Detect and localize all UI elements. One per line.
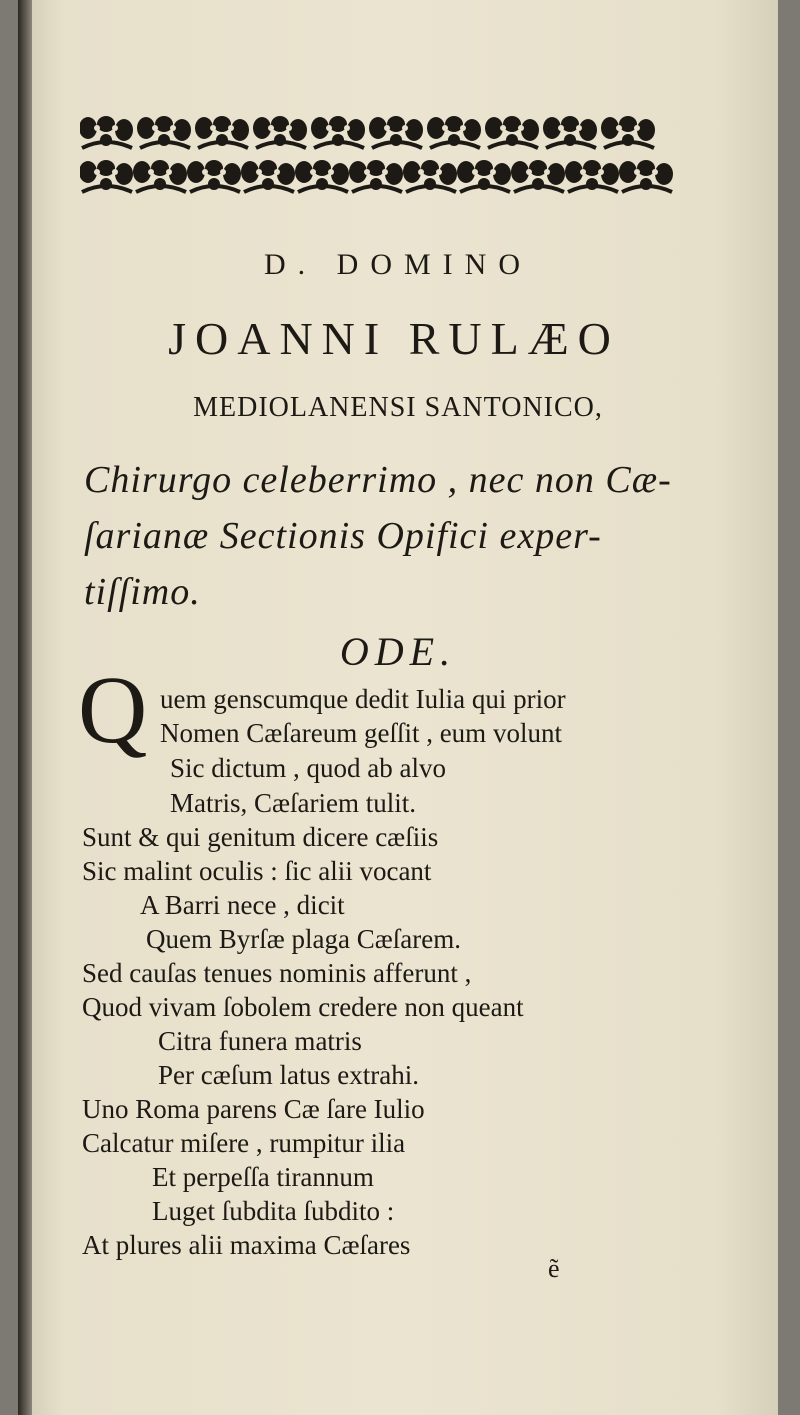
poem-line: Uno Roma parens Cæ ſare Iulio <box>82 1094 425 1124</box>
poem-line: Quem Byrſæ plaga Cæſarem. <box>146 924 461 954</box>
poem-line: Calcatur miſere , rumpitur ilia <box>82 1128 406 1158</box>
poem-line: Et perpeſſa tirannum <box>152 1162 374 1192</box>
poem-line: At plures alii maxima Cæſares <box>82 1230 411 1260</box>
poem-line: Sunt & qui genitum dicere cæſiis <box>82 822 439 852</box>
poem-line: Sed cauſas tenues nominis afferunt , <box>82 958 472 988</box>
poem-line: Quod vivam ſobolem credere non queant <box>82 992 524 1022</box>
floral-fleuron-icon <box>80 112 678 198</box>
dedicatee-name: JOANNI RULÆO <box>168 313 620 364</box>
poem-line: Per cæſum latus extrahi. <box>158 1060 419 1090</box>
poem-line: uem genscumque dedit Iulia qui prior <box>160 684 566 714</box>
poem-line: Nomen Cæſareum geſſit , eum volunt <box>160 718 562 748</box>
poem-line: Sic malint oculis : ſic alii vocant <box>82 856 432 886</box>
dedicatee-description: Chirurgo celeberrimo , nec non Cæ- ſarianæ Sectionis Opifici exper- tiſſimo. <box>84 459 672 613</box>
poem-title: ODE. <box>339 629 457 674</box>
catchword: ẽ <box>548 1254 560 1283</box>
page-gutter <box>18 0 32 1415</box>
poem-line: A Barri nece , dicit <box>140 890 345 920</box>
poem-line: Matris, Cæſariem tulit. <box>170 788 416 818</box>
poem-line: Luget ſubdita ſubdito : <box>152 1196 395 1226</box>
poem-line: Sic dictum , quod ab alvo <box>170 753 446 783</box>
book-page <box>18 0 778 1415</box>
drop-cap: Q <box>78 656 148 763</box>
dedicatee-origin: MEDIOLANENSI SANTONICO, <box>193 392 603 423</box>
poem-line: Citra funera matris <box>158 1026 362 1056</box>
dedication-heading: D. DOMINO <box>264 248 532 281</box>
